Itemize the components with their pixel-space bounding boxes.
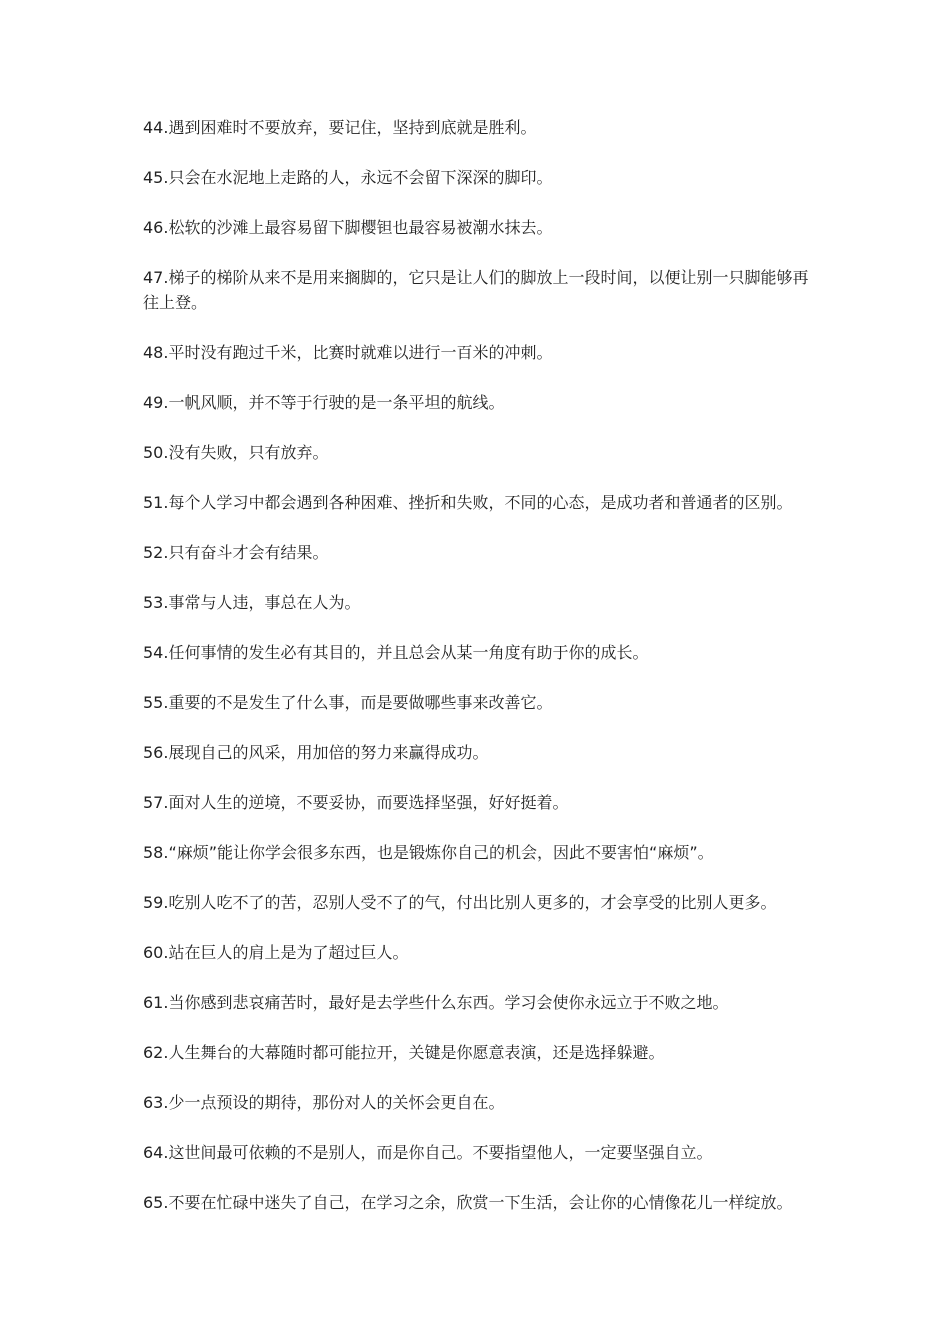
quote-list <box>143 115 823 1240</box>
quote-51: 51.每个人学习中都会遇到各种困难、挫折和失败，不同的心态，是成功者和普通者的区别。 <box>143 493 793 512</box>
quote-60: 60.站在巨人的肩上是为了超过巨人。 <box>143 943 409 962</box>
quote-54: 54.任何事情的发生必有其目的，并且总会从某一角度有助于你的成长。 <box>143 643 649 662</box>
quote-63: 63.少一点预设的期待，那份对人的关怀会更自在。 <box>143 1093 505 1112</box>
quote-52: 52.只有奋斗才会有结果。 <box>143 543 329 562</box>
quote-48: 48.平时没有跑过千米，比赛时就难以进行一百米的冲刺。 <box>143 343 553 362</box>
quote-46: 46.松软的沙滩上最容易留下脚樱钽也最容易被潮水抹去。 <box>143 218 553 237</box>
quote-62: 62.人生舞台的大幕随时都可能拉开，关键是你愿意表演，还是选择躲避。 <box>143 1043 665 1062</box>
quote-57: 57.面对人生的逆境，不要妥协，而要选择坚强，好好挺着。 <box>143 793 569 812</box>
quote-47: 47.梯子的梯阶从来不是用来搁脚的，它只是让人们的脚放上一段时间，以便让别一只脚能够再往上登。 <box>143 268 809 312</box>
quote-65: 65.不要在忙碌中迷失了自己，在学习之余，欣赏一下生活，会让你的心情像花儿一样绽放。 <box>143 1193 793 1212</box>
quote-64: 64.这世间最可依赖的不是别人，而是你自己。不要指望他人，一定要坚强自立。 <box>143 1143 713 1162</box>
quote-53: 53.事常与人违，事总在人为。 <box>143 593 361 612</box>
quote-59: 59.吃别人吃不了的苦，忍别人受不了的气，付出比别人更多的，才会享受的比别人更多。 <box>143 893 777 912</box>
quote-61: 61.当你感到悲哀痛苦时，最好是去学些什么东西。学习会使你永远立于不败之地。 <box>143 993 729 1012</box>
quote-56: 56.展现自己的风采，用加倍的努力来赢得成功。 <box>143 743 489 762</box>
quote-45: 45.只会在水泥地上走路的人，永远不会留下深深的脚印。 <box>143 168 553 187</box>
quote-58: 58.“麻烦”能让你学会很多东西，也是锻炼你自己的机会，因此不要害怕“麻烦”。 <box>143 843 714 862</box>
quote-50: 50.没有失败，只有放弃。 <box>143 443 329 462</box>
quote-44: 44.遇到困难时不要放弃，要记住，坚持到底就是胜利。 <box>143 118 537 137</box>
quote-49: 49.一帆风顺，并不等于行驶的是一条平坦的航线。 <box>143 393 505 412</box>
quote-55: 55.重要的不是发生了什么事，而是要做哪些事来改善它。 <box>143 693 553 712</box>
